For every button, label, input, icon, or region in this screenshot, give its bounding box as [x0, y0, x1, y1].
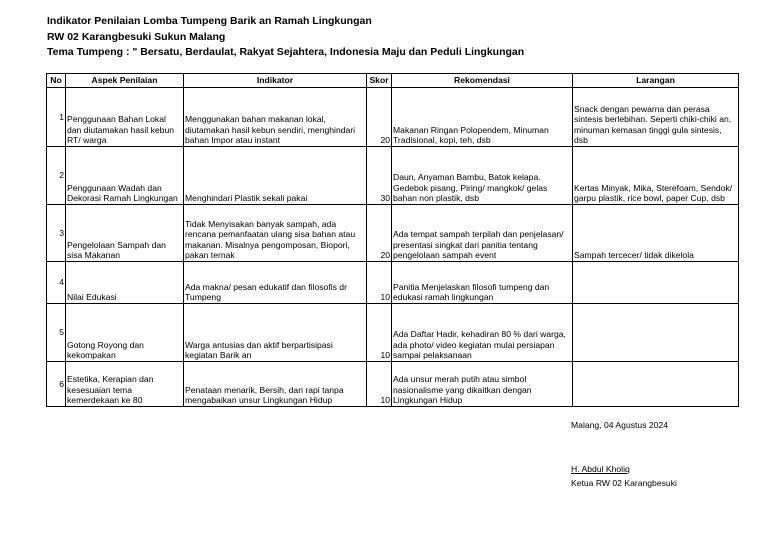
document-title: Indikator Penilaian Lomba Tumpeng Barik an Ramah Lingkungan: [47, 15, 372, 27]
cell-rekomendasi: Daun, Anyaman Bambu, Batok kelapa. Gedebok pisang, Piring/ mangkok/ gelas bahan non plastik, dsb: [392, 147, 573, 205]
cell-skor: 20: [367, 88, 392, 147]
cell-rekomendasi: Panitia Menjelaskan filosofi tumpeng dan edukasi ramah lingkungan: [392, 262, 573, 304]
cell-aspek: Estetika, Kerapian dan kesesuaian tema kemerdekaan ke 80: [66, 362, 184, 407]
cell-skor: 20: [367, 205, 392, 262]
cell-no: 5: [47, 304, 66, 362]
cell-indikator: Menghindari Plastik sekali pakai: [184, 147, 367, 205]
cell-rekomendasi: Makanan Ringan Polopendem, Minuman Tradisional, kopi, teh, dsb: [392, 88, 573, 147]
cell-aspek: Nilai Edukasi: [66, 262, 184, 304]
cell-rekomendasi: Ada tempat sampah terpilah dan penjelasan/ presentasi singkat dari panitia tentang pengelolaan sampah event: [392, 205, 573, 262]
cell-no: 1: [47, 88, 66, 147]
signatory-name: H. Abdul Kholiq: [571, 464, 630, 474]
cell-aspek: Penggunaan Wadah dan Dekorasi Ramah Lingkungan: [66, 147, 184, 205]
table-row: [47, 205, 739, 262]
cell-skor: 10: [367, 362, 392, 407]
cell-aspek: Penggunaan Bahan Lokal dan diutamakan hasil kebun RT/ warga: [66, 88, 184, 147]
table-header-row: [47, 74, 739, 88]
cell-larangan: [573, 362, 739, 407]
assessment-table: [46, 73, 739, 407]
document-subtitle: RW 02 Karangbesuki Sukun Malang: [47, 30, 226, 43]
cell-skor: 10: [367, 304, 392, 362]
cell-larangan: Sampah tercecer/ tidak dikelola: [573, 205, 739, 262]
document-theme: Tema Tumpeng : " Bersatu, Berdaulat, Rakyat Sejahtera, Indonesia Maju dan Peduli Lingkungan: [47, 46, 525, 58]
cell-indikator: Tidak Menyisakan banyak sampah, ada rencana pemanfaatan ulang sisa bahan atau makanan. Misalnya pengomposan, Biopori, pakan ternak: [184, 205, 367, 262]
signatory-role: Ketua RW 02 Karangbesuki: [571, 478, 677, 488]
cell-indikator: Penataan menarik, Bersih, dan rapi tanpa mengabaikan unsur Lingkungan Hidup: [184, 362, 367, 407]
cell-larangan: Snack dengan pewarna dan perasa sintesis berlebihan. Seperti chiki-chiki an, minuman kemasan tinggi gula sintesis, dsb: [573, 88, 739, 147]
cell-skor: 10: [367, 262, 392, 304]
table-row: [47, 362, 739, 407]
column-header-no: No: [47, 74, 66, 88]
column-header-indikator: Indikator: [184, 74, 367, 88]
cell-no: 4: [47, 262, 66, 304]
column-header-rekomendasi: Rekomendasi: [392, 74, 573, 88]
table-row: [47, 262, 739, 304]
cell-indikator: Warga antusias dan aktif berpartisipasi kegiatan Barik an: [184, 304, 367, 362]
table-row: [47, 304, 739, 362]
cell-no: 6: [47, 362, 66, 407]
cell-larangan: [573, 262, 739, 304]
cell-no: 3: [47, 205, 66, 262]
column-header-aspek: Aspek Penilaian: [66, 74, 184, 88]
cell-rekomendasi: Ada Daftar Hadir, kehadiran 80 % dari warga, ada photo/ video kegiatan mulai persiapan sampai pelaksanaan: [392, 304, 573, 362]
cell-indikator: Menggunakan bahan makanan lokal, diutamakan hasil kebun sendiri, menghindari bahan Impor atau instant: [184, 88, 367, 147]
table-row: [47, 147, 739, 205]
table-row: [47, 88, 739, 147]
cell-aspek: Pengelolaan Sampah dan sisa Makanan: [66, 205, 184, 262]
cell-larangan: [573, 304, 739, 362]
cell-no: 2: [47, 147, 66, 205]
column-header-skor: Skor: [367, 74, 392, 88]
column-header-larangan: Larangan: [573, 74, 739, 88]
document-header: [47, 14, 524, 61]
cell-larangan: Kertas Minyak, Mika, Sterefoam, Sendok/ garpu plastik, rice bowl, paper Cup, dsb: [573, 147, 739, 205]
cell-indikator: Ada makna/ pesan edukatif dan filosofis dr Tumpeng: [184, 262, 367, 304]
cell-rekomendasi: Ada unsur merah putih atau simbol nasionalisme yang dikaitkan dengan Lingkungan Hidup: [392, 362, 573, 407]
cell-aspek: Gotong Royong dan kekompakan: [66, 304, 184, 362]
signature-date: Malang, 04 Agustus 2024: [571, 420, 668, 430]
cell-skor: 30: [367, 147, 392, 205]
